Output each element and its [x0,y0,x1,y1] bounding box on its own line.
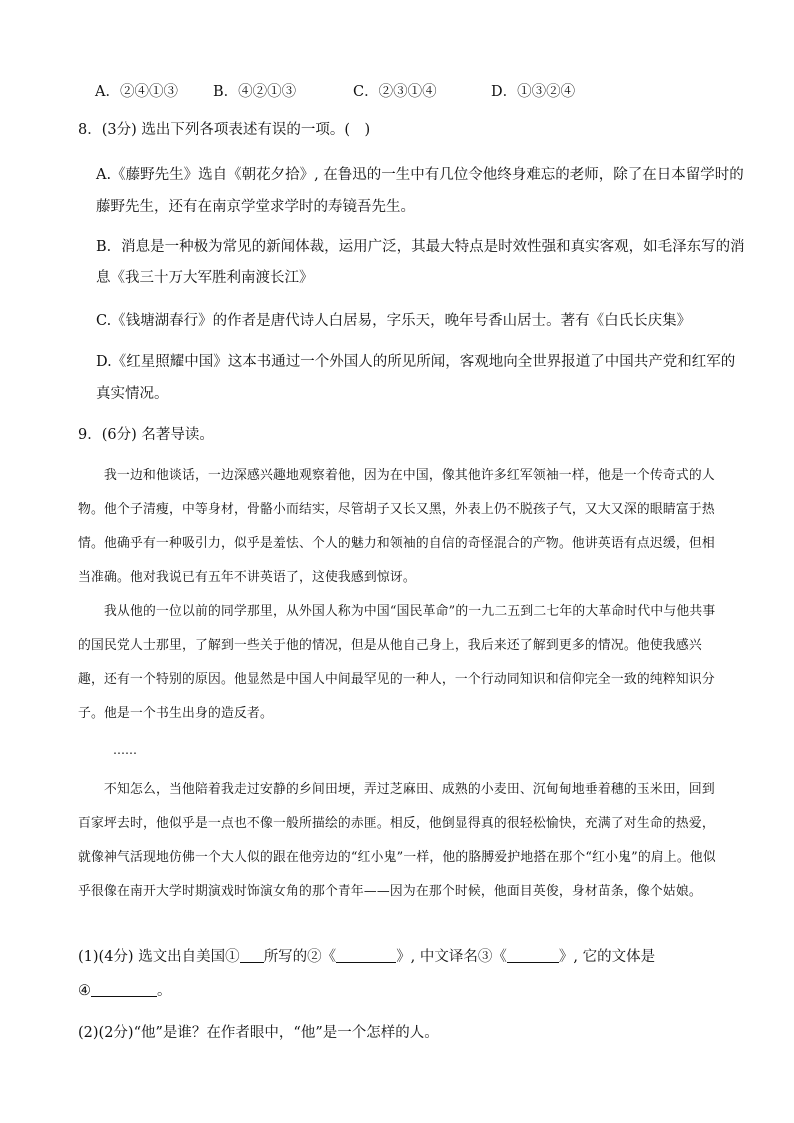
q9-subquestion-1-line2 [78,980,172,1001]
q7-option-b: B．④②①③ [213,84,297,100]
sub1-text-mid1: 所写的②《 [263,949,337,965]
sub1-line2-end: 。 [157,983,172,999]
q7-option-d: D．①③②④ [491,84,576,100]
q9-stem: 9．(6分) 名著导读。 [78,427,214,443]
q8-option-c: C.《钱塘湖春行》的作者是唐代诗人白居易，字乐天，晚年号香山居士。著有《白氏长庆集》 [96,313,692,329]
q9-subquestion-1 [78,946,655,967]
answer-blank-original-title[interactable] [336,946,396,963]
sub1-marker-4: ④ [78,983,91,999]
q7-option-a: A．②④①③ [95,84,178,100]
q8-option-d-line1: D.《红星照耀中国》这本书通过一个外国人的所见所闻，客观地向全世界报道了中国共产党和红军的 [96,354,736,370]
answer-blank-genre[interactable] [91,980,157,997]
q8-stem: 8．(3分) 选出下列各项表述有误的一项。( ) [78,122,371,138]
answer-blank-author[interactable] [240,946,264,963]
q9-passage-paragraph-2: 我从他的一位以前的同学那里，从外国人称为中国“国民革命”的一九二五到二七年的大革命时代中与他共事的国民党人士那里，了解到一些关于他的情况，但是从他自己身上，我后来还了解到更多的情况。他使我感兴趣，还有一个特别的原因。他显然是中国人中间最罕见的一种人，一个行动同知识和信仰完全一致的纯粹知识分子。他是一个书生出身的造反者。 [78,604,716,721]
sub1-text-pre: (1)(4分) 选文出自美国① [78,949,240,965]
q9-passage-paragraph-1: 我一边和他谈话，一边深感兴趣地观察着他，因为在中国，像其他许多红军领袖一样，他是一个传奇式的人物。他个子清瘦，中等身材，骨骼小而结实，尽管胡子又长又黑，外表上仍不脱孩子气，又大又深的眼睛富于热情。他确乎有一种吸引力，似乎是羞怯、个人的魅力和领袖的自信的奇怪混合的产物。他讲英语有点迟缓，但相当准确。他对我说已有五年不讲英语了，这使我感到惊讶。 [78,468,715,585]
q8-option-b-line2: 息《我三十万大军胜利南渡长江》 [96,270,314,286]
q7-option-c: C．②③①④ [353,84,437,100]
sub1-text-end: 》, 它的文体是 [558,949,656,965]
sub1-text-mid2: 》, 中文译名③《 [396,949,507,965]
q9-subquestion-2: (2)(2分)“他”是谁？在作者眼中，“他”是一个怎样的人。 [78,1025,439,1041]
q8-option-a-line1: A.《藤野先生》选自《朝花夕拾》, 在鲁迅的一生中有几位令他终身难忘的老师，除了在日本留学时的 [96,167,744,183]
q8-option-a-line2: 藤野先生，还有在南京学堂求学时的寿镜吾先生。 [96,199,415,215]
q8-option-d-line2: 真实情况。 [96,386,169,402]
q8-option-b-line1: B．消息是一种极为常见的新闻体裁，运用广泛，其最大特点是时效性强和真实客观，如毛泽东写的消 [96,239,745,255]
answer-blank-chinese-title[interactable] [507,946,559,963]
passage-ellipsis: …… [113,743,137,757]
q9-passage-paragraph-3: 不知怎么，当他陪着我走过安静的乡间田埂，弄过芝麻田、成熟的小麦田、沉甸甸地垂着穗的玉米田，回到百家坪去时，他似乎是一点也不像一般所描绘的赤匪。相反，他倒显得真的很轻松愉快，充满了对生命的热爱，就像神气活现地仿佛一个大人似的跟在他旁边的“红小鬼”一样，他的胳膊爱护地搭在那个“红小鬼”的肩上。他似乎很像在南开大学时期演戏时饰演女角的那个青年——因为在那个时候，他面目英俊，身材苗条，像个姑娘。 [78,782,716,899]
